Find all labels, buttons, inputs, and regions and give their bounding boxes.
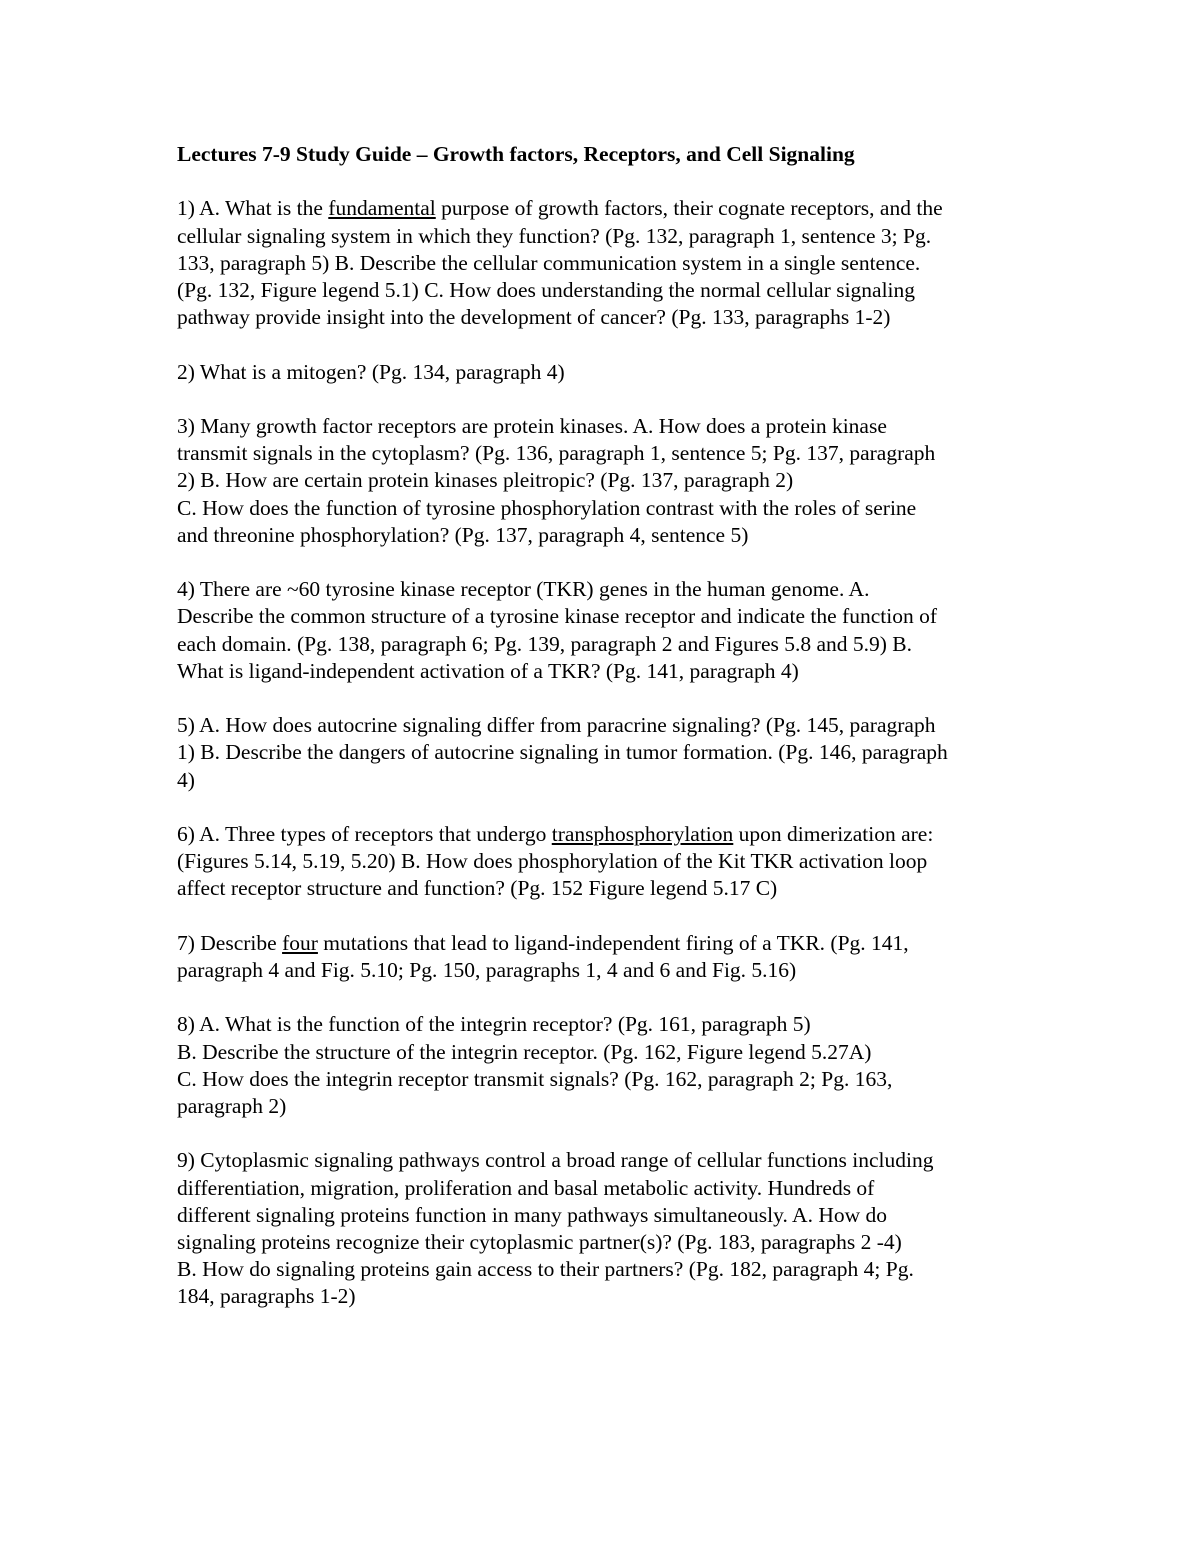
question-3-line-5: and threonine phosphorylation? (Pg. 137, paragraph 4, sentence 5) <box>177 522 749 547</box>
question-4 <box>177 576 1027 685</box>
question-1 <box>177 195 1027 331</box>
question-4-line-3: each domain. (Pg. 138, paragraph 6; Pg. 139, paragraph 2 and Figures 5.8 and 5.9) B. <box>177 631 913 656</box>
question-3-line-1: 3) Many growth factor receptors are protein kinases. A. How does a protein kinase <box>177 413 887 438</box>
question-6-line-2: (Figures 5.14, 5.19, 5.20) B. How does phosphorylation of the Kit TKR activation loop <box>177 849 928 874</box>
question-6-text-start: 6) A. Three types of receptors that undergo <box>177 821 552 846</box>
question-8-line-2: B. Describe the structure of the integrin receptor. (Pg. 162, Figure legend 5.27A) <box>177 1039 872 1064</box>
question-9-line-4: signaling proteins recognize their cytoplasmic partner(s)? (Pg. 183, paragraphs 2 -4) <box>177 1229 902 1254</box>
question-6-line-1 <box>177 821 1027 848</box>
question-9-line-6: 184, paragraphs 1-2) <box>177 1284 356 1309</box>
question-1-line-1 <box>177 195 1027 222</box>
question-7-line-1 <box>177 930 1027 957</box>
study-guide-body <box>177 141 1027 1338</box>
question-6-line-3: affect receptor structure and function? (Pg. 152 Figure legend 5.17 C) <box>177 876 778 901</box>
question-1-line-5: pathway provide insight into the development of cancer? (Pg. 133, paragraphs 1-2) <box>177 305 891 330</box>
question-6-text-end: upon dimerization are: <box>733 821 934 846</box>
question-7-text-end: mutations that lead to ligand-independent firing of a TKR. (Pg. 141, <box>317 930 909 955</box>
question-5-line-1: 5) A. How does autocrine signaling differ from paracrine signaling? (Pg. 145, paragraph <box>177 713 936 738</box>
question-8-line-1: 8) A. What is the function of the integrin receptor? (Pg. 161, paragraph 5) <box>177 1012 811 1037</box>
question-4-line-2: Describe the common structure of a tyrosine kinase receptor and indicate the function of <box>177 604 937 629</box>
question-2 <box>177 359 1027 386</box>
question-1-line-2: cellular signaling system in which they function? (Pg. 132, paragraph 1, sentence 3; Pg. <box>177 223 932 248</box>
question-9-line-2: differentiation, migration, proliferation and basal metabolic activity. Hundreds of <box>177 1175 875 1200</box>
question-8-line-4: paragraph 2) <box>177 1093 287 1118</box>
question-9-line-5: B. How do signaling proteins gain access to their partners? (Pg. 182, paragraph 4; Pg. <box>177 1257 914 1282</box>
question-7 <box>177 930 1027 984</box>
question-2-line-1: 2) What is a mitogen? (Pg. 134, paragraph 4) <box>177 359 565 384</box>
underlined-word-fundamental: fundamental <box>328 196 436 221</box>
question-1-line-4: (Pg. 132, Figure legend 5.1) C. How does understanding the normal cellular signaling <box>177 278 916 302</box>
question-8-line-3: C. How does the integrin receptor transmit signals? (Pg. 162, paragraph 2; Pg. 163, <box>177 1066 893 1091</box>
underlined-word-four: four <box>282 930 318 955</box>
question-5-line-2: 1) B. Describe the dangers of autocrine signaling in tumor formation. (Pg. 146, paragraph <box>177 740 948 765</box>
underlined-word-transphosphorylation: transphosphorylation <box>551 821 734 846</box>
question-9-line-1: 9) Cytoplasmic signaling pathways control a broad range of cellular functions including <box>177 1148 934 1173</box>
question-4-line-1: 4) There are ~60 tyrosine kinase receptor (TKR) genes in the human genome. A. <box>177 577 870 602</box>
question-1-text-end: purpose of growth factors, their cognate receptors, and the <box>435 196 943 221</box>
question-3-line-2: transmit signals in the cytoplasm? (Pg. 136, paragraph 1, sentence 5; Pg. 137, paragraph <box>177 441 936 466</box>
question-3-line-4: C. How does the function of tyrosine phosphorylation contrast with the roles of serine <box>177 495 917 520</box>
document-title: Lectures 7-9 Study Guide – Growth factors, Receptors, and Cell Signaling <box>177 142 855 166</box>
question-7-line-2: paragraph 4 and Fig. 5.10; Pg. 150, paragraphs 1, 4 and 6 and Fig. 5.16) <box>177 957 797 982</box>
question-7-text-start: 7) Describe <box>177 930 283 955</box>
question-3 <box>177 413 1027 549</box>
question-9 <box>177 1147 1027 1310</box>
question-1-text-start: 1) A. What is the <box>177 196 329 221</box>
question-3-line-3: 2) B. How are certain protein kinases pleitropic? (Pg. 137, paragraph 2) <box>177 468 794 493</box>
question-5 <box>177 712 1027 794</box>
question-6 <box>177 821 1027 903</box>
question-8 <box>177 1011 1027 1120</box>
question-1-line-3: 133, paragraph 5) B. Describe the cellular communication system in a single sentence. <box>177 250 921 275</box>
question-9-line-3: different signaling proteins function in many pathways simultaneously. A. How do <box>177 1202 887 1227</box>
question-4-line-4: What is ligand-independent activation of a TKR? (Pg. 141, paragraph 4) <box>177 658 799 683</box>
question-5-line-3: 4) <box>177 767 195 792</box>
